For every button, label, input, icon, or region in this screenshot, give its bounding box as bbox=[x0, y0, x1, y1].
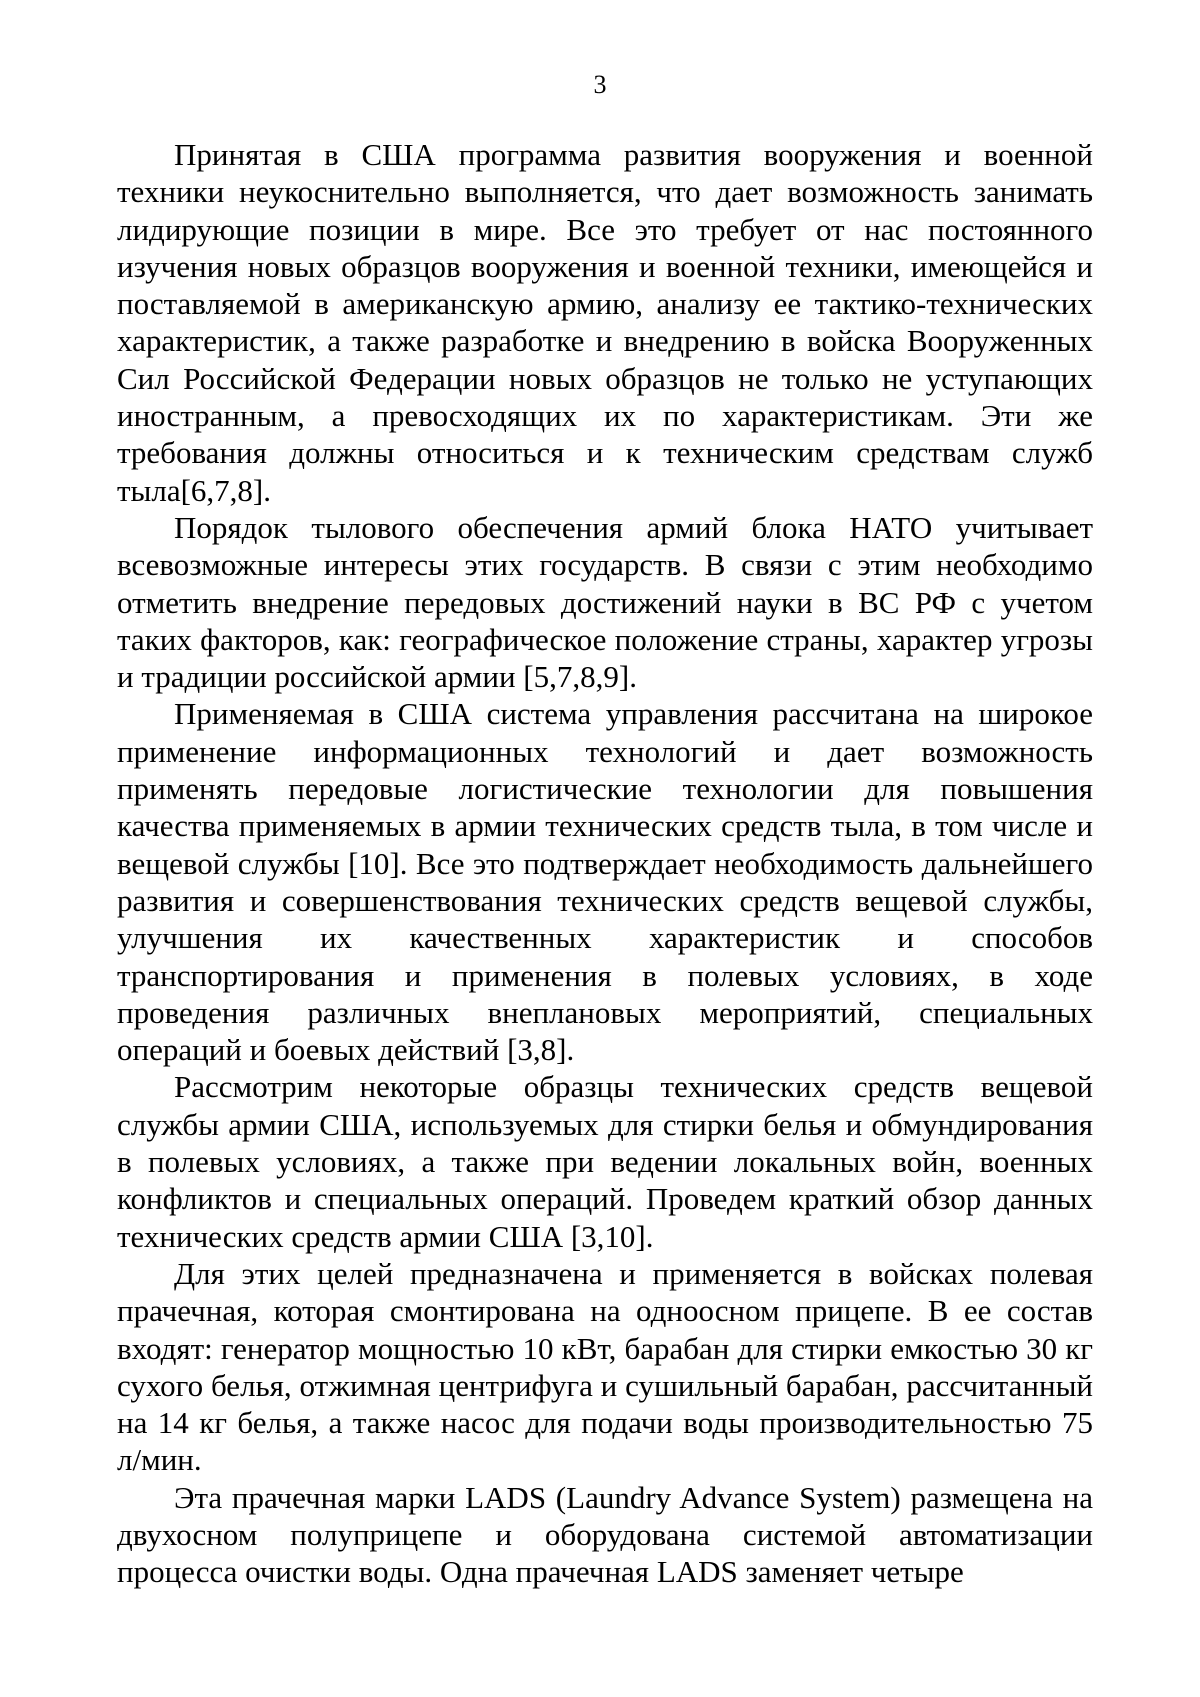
body-text bbox=[117, 136, 1093, 1591]
paragraph: Порядок тылового обеспечения армий блока НАТО учитывает всевозможные интересы этих государств. В связи с этим необходимо отметить внедрение передовых достижений науки в ВС РФ с учетом таких факторов, как: географическое положение страны, характер угрозы и традиции российской армии [5,7,8,9]. bbox=[117, 509, 1093, 695]
paragraph: Для этих целей предназначена и применяется в войсках полевая прачечная, которая смонтирована на одноосном прицепе. В ее состав входят: генератор мощностью 10 кВт, барабан для стирки емкостью 30 кг сухого белья, отжимная центрифуга и сушильный барабан, рассчитанный на 14 кг белья, а также насос для подачи воды производительностью 75 л/мин. bbox=[117, 1255, 1093, 1478]
paragraph: Принятая в США программа развития вооружения и военной техники неукоснительно выполняется, что дает возможность занимать лидирующие позиции в мире. Все это требует от нас постоянного изучения новых образцов вооружения и военной техники, имеющейся и поставляемой в американскую армию, анализу ее тактико-технических характеристик, а также разработке и внедрению в войска Вооруженных Сил Российской Федерации новых образцов не только не уступающих иностранным, а превосходящих их по характеристикам. Эти же требования должны относиться и к техническим средствам служб тыла[6,7,8]. bbox=[117, 137, 1093, 508]
paragraph: Рассмотрим некоторые образцы технических средств вещевой службы армии США, используемых для стирки белья и обмундирования в полевых условиях, а также при ведении локальных войн, военных конфликтов и специальных операций. Проведем краткий обзор данных технических средств армии США [3,10]. bbox=[117, 1069, 1093, 1254]
paragraph: Применяемая в США система управления рассчитана на широкое применение информационных технологий и дает возможность применять передовые логистические технологии для повышения качества применяемых в армии технических средств тыла, в том числе и вещевой службы [10]. Все это подтверждает необходимость дальнейшего развития и совершенствования технических средств вещевой службы, улучшения их качественных характеристик и способов транспортирования и применения в полевых условиях, в ходе проведения различных внеплановых мероприятий, специальных операций и боевых действий [3,8]. bbox=[117, 696, 1093, 1068]
paragraph: Эта прачечная марки LADS (Laundry Advance System) размещена на двухосном полуприцепе и оборудована системой автоматизации процесса очистки воды. Одна прачечная LADS заменяет четыре bbox=[117, 1479, 1093, 1590]
page-number: 3 bbox=[593, 70, 607, 99]
